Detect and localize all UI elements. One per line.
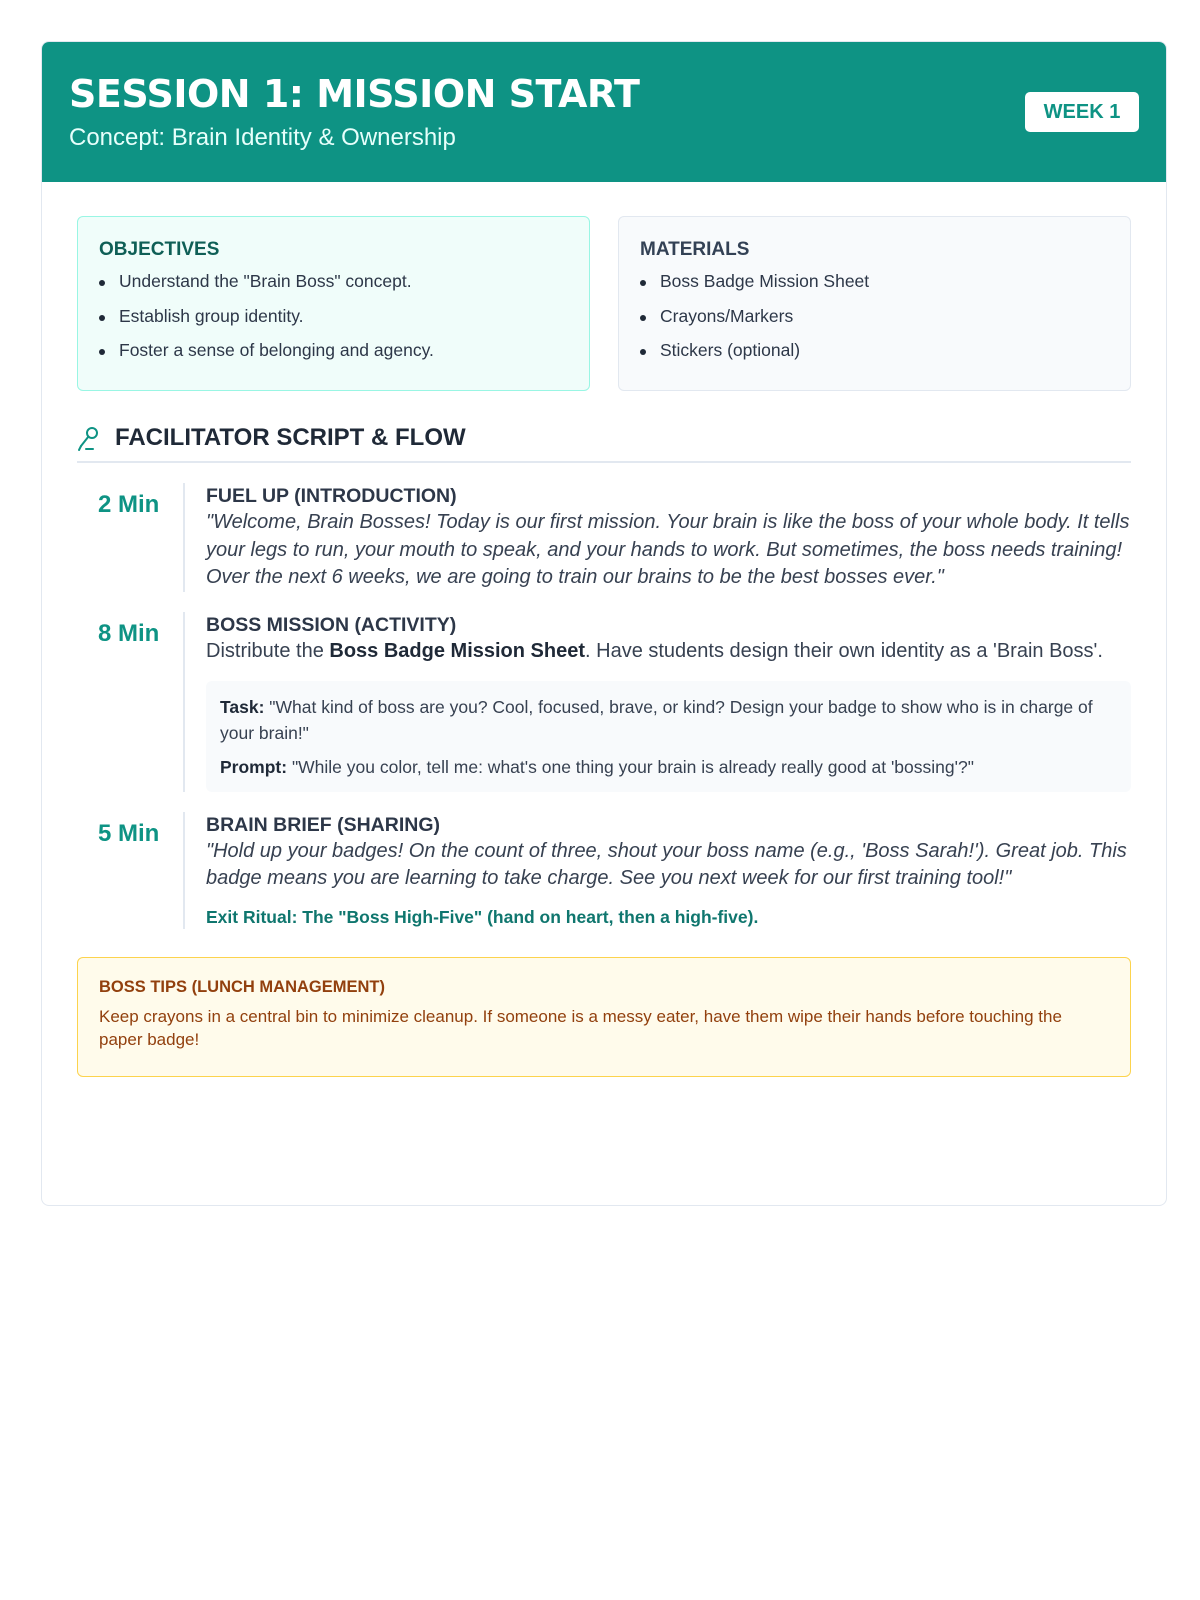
step-instructions [206,638,1131,665]
step-title: BRAIN BRIEF (SHARING) [206,813,440,836]
session-card [41,41,1167,1206]
step-brain-brief [77,812,1131,929]
concept-subtitle: Concept: Brain Identity & Ownership [69,124,456,151]
step-time: 8 Min [98,619,160,647]
objective-item: Foster a sense of belonging and agency. [99,340,568,375]
prompt-line [220,754,1117,780]
step-title: BOSS MISSION (ACTIVITY) [206,613,457,636]
prompt-text: "While you color, tell me: what's one thing your brain is already really good at 'bossing'?" [287,756,974,777]
objectives-list [99,271,568,375]
instruction-bold: Boss Badge Mission Sheet [329,639,586,662]
step-boss-mission [77,612,1131,792]
task-prompt-box [206,681,1131,792]
materials-box [618,216,1131,391]
week-badge: WEEK 1 [1025,92,1139,132]
instruction-text: . Have students design their own identity as a 'Brain Boss'. [585,639,1103,662]
page-title: SESSION 1: MISSION START [69,72,640,116]
step-title: FUEL UP (INTRODUCTION) [206,485,457,507]
material-item: Crayons/Markers [640,306,1109,341]
task-line [220,694,1117,746]
exit-ritual: Exit Ritual: The "Boss High-Five" (hand on heart, then a high-five). [206,906,759,927]
task-text: "What kind of boss are you? Cool, focused, brave, or kind? Design your badge to show who is in charge of your brain!" [220,696,1093,743]
step-body [183,483,1131,592]
tips-heading: BOSS TIPS (LUNCH MANAGEMENT) [99,977,385,996]
objectives-box [77,216,590,391]
material-item: Boss Badge Mission Sheet [640,271,1109,306]
boss-tips-box [77,957,1131,1077]
step-quote: "Hold up your badges! On the count of three, shout your boss name (e.g., 'Boss Sarah!'). Great job. This badge means you are learning to take charge. See you next week for our first training tool!" [206,839,1127,889]
tips-text: Keep crayons in a central bin to minimize cleanup. If someone is a messy eater, have them wipe their hands before touching the paper badge! [99,1006,1062,1049]
info-boxes [77,216,1131,391]
script-section-title [77,423,1131,463]
step-fuel-up [77,483,1131,592]
instruction-text: Distribute the [206,639,330,662]
step-time: 2 Min [98,491,160,518]
material-item: Stickers (optional) [640,340,1109,375]
materials-heading: MATERIALS [640,239,750,260]
objective-item: Establish group identity. [99,306,568,341]
session-content [42,182,1166,1077]
step-quote: "Welcome, Brain Bosses! Today is our first mission. Your brain is like the boss of your whole body. It tells your legs to run, your mouth to speak, and your hands to work. But sometimes, the boss needs training! Over the next 6 weeks, we are going to train our brains to be the best bosses ever." [206,511,1130,588]
materials-list [640,271,1109,375]
task-label: Task: [220,696,265,717]
step-body [183,812,1131,929]
objective-item: Understand the "Brain Boss" concept. [99,271,568,306]
step-time: 5 Min [98,819,160,847]
script-heading: FACILITATOR SCRIPT & FLOW [115,424,466,451]
prompt-label: Prompt: [220,756,288,777]
microphone-icon [77,425,101,453]
session-header [42,42,1166,182]
objectives-heading: OBJECTIVES [99,239,220,260]
step-body [183,612,1131,792]
